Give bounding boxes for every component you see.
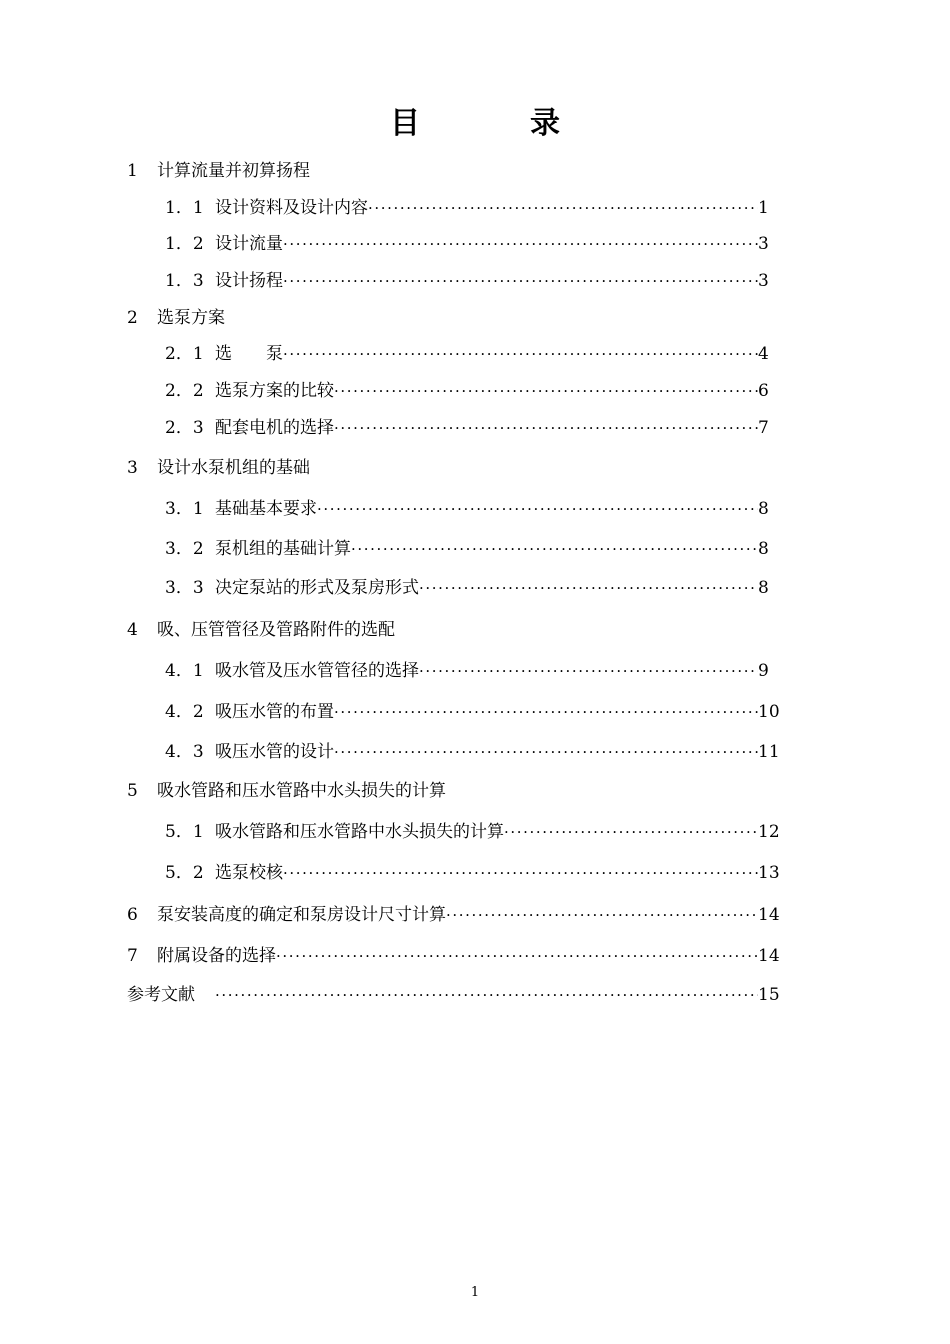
toc-page: 14 [758,905,780,925]
toc-leader [419,659,758,683]
toc-leader [334,740,758,764]
toc-label: 决定泵站的形式及泵房形式 [215,578,419,598]
toc-page: 8 [758,539,769,559]
toc-label: 泵机组的基础计算 [215,539,351,559]
toc-page: 9 [758,661,769,681]
toc-label: 配套电机的选择 [215,418,334,438]
toc-number: 3．2 [165,539,204,559]
toc-leader [283,861,758,885]
toc-section-2-1[interactable] [0,342,950,366]
toc-page: 3 [758,234,769,254]
toc-label: 设计资料及设计内容 [215,198,368,218]
toc-chapter-6[interactable] [0,903,950,927]
toc-leader [283,342,758,366]
toc-leader [351,537,758,561]
toc-chapter-4[interactable] [0,618,950,642]
toc-number: 3 [127,458,138,478]
toc-leader [317,497,758,521]
toc-section-2-3[interactable] [0,416,950,440]
toc-label: 选泵方案的比较 [215,381,334,401]
toc-section-4-3[interactable] [0,740,950,764]
toc-page: 14 [758,946,780,966]
toc-number: 1．2 [165,234,204,254]
toc-label: 吸水管路和压水管路中水头损失的计算 [215,822,504,842]
toc-number: 1．3 [165,271,204,291]
toc-label: 设计水泵机组的基础 [157,458,310,478]
toc-page: 15 [758,985,780,1005]
toc-label: 吸水管及压水管管径的选择 [215,661,419,681]
page-number: 1 [470,1285,480,1300]
toc-page: 3 [758,271,769,291]
toc-leader [334,416,758,440]
toc-leader [283,269,758,293]
toc-section-1-3[interactable] [0,269,950,293]
toc-section-5-2[interactable] [0,861,950,885]
toc-number: 1．1 [165,198,204,218]
toc-label: 基础基本要求 [215,499,317,519]
toc-number: 4．2 [165,702,204,722]
toc-page: 13 [758,863,780,883]
toc-section-5-1[interactable] [0,820,950,844]
toc-label: 吸压水管的设计 [215,742,334,762]
toc-page: 11 [758,742,780,762]
toc-number: 5．1 [165,822,204,842]
toc-number: 4．1 [165,661,204,681]
toc-chapter-1[interactable] [0,159,950,183]
toc-section-4-1[interactable] [0,659,950,683]
toc-label: 吸、压管管径及管路附件的选配 [157,620,395,640]
toc-number: 2．1 [165,344,204,364]
toc-leader [368,196,758,220]
toc-section-3-2[interactable] [0,537,950,561]
toc-leader [446,903,758,927]
toc-label: 吸压水管的布置 [215,702,334,722]
toc-number: 3．3 [165,578,204,598]
toc-label: 设计流量 [215,234,283,254]
toc-label: 参考文献 [127,985,195,1005]
toc-number: 5 [127,781,138,801]
toc-label: 选 泵 [215,344,283,364]
toc-number: 1 [127,161,138,181]
toc-chapter-7[interactable] [0,944,950,968]
toc-number: 4 [127,620,138,640]
toc-section-1-1[interactable] [0,196,950,220]
toc-number: 6 [127,905,138,925]
toc-number: 2．2 [165,381,204,401]
toc-chapter-2[interactable] [0,306,950,330]
toc-label: 吸水管路和压水管路中水头损失的计算 [157,781,446,801]
toc-number: 7 [127,946,138,966]
toc-number: 4．3 [165,742,204,762]
toc-page: 8 [758,499,769,519]
toc-number: 5．2 [165,863,204,883]
toc-section-2-2[interactable] [0,379,950,403]
toc-leader [215,983,758,1007]
toc-references[interactable] [0,983,950,1007]
toc-page: 1 [758,198,769,218]
toc-label: 附属设备的选择 [157,946,276,966]
toc-page: 12 [758,822,780,842]
toc-leader [334,700,758,724]
toc-number: 2．3 [165,418,204,438]
toc-leader [419,576,758,600]
toc-page: 7 [758,418,769,438]
toc-page: 4 [758,344,769,364]
toc-chapter-3[interactable] [0,456,950,480]
toc-number: 2 [127,308,138,328]
toc-page: 6 [758,381,769,401]
toc-leader [504,820,758,844]
toc-page: 10 [758,702,780,722]
toc-label: 泵安装高度的确定和泵房设计尺寸计算 [157,905,446,925]
toc-section-3-3[interactable] [0,576,950,600]
toc-page: 8 [758,578,769,598]
toc-leader [276,944,758,968]
toc-section-4-2[interactable] [0,700,950,724]
page-title: 目 录 [390,106,600,141]
toc-leader [283,232,758,256]
toc-section-1-2[interactable] [0,232,950,256]
toc-label: 计算流量并初算扬程 [157,161,310,181]
toc-number: 3．1 [165,499,204,519]
toc-chapter-5[interactable] [0,779,950,803]
toc-label: 设计扬程 [215,271,283,291]
toc-label: 选泵方案 [157,308,225,328]
toc-label: 选泵校核 [215,863,283,883]
toc-leader [334,379,758,403]
toc-section-3-1[interactable] [0,497,950,521]
